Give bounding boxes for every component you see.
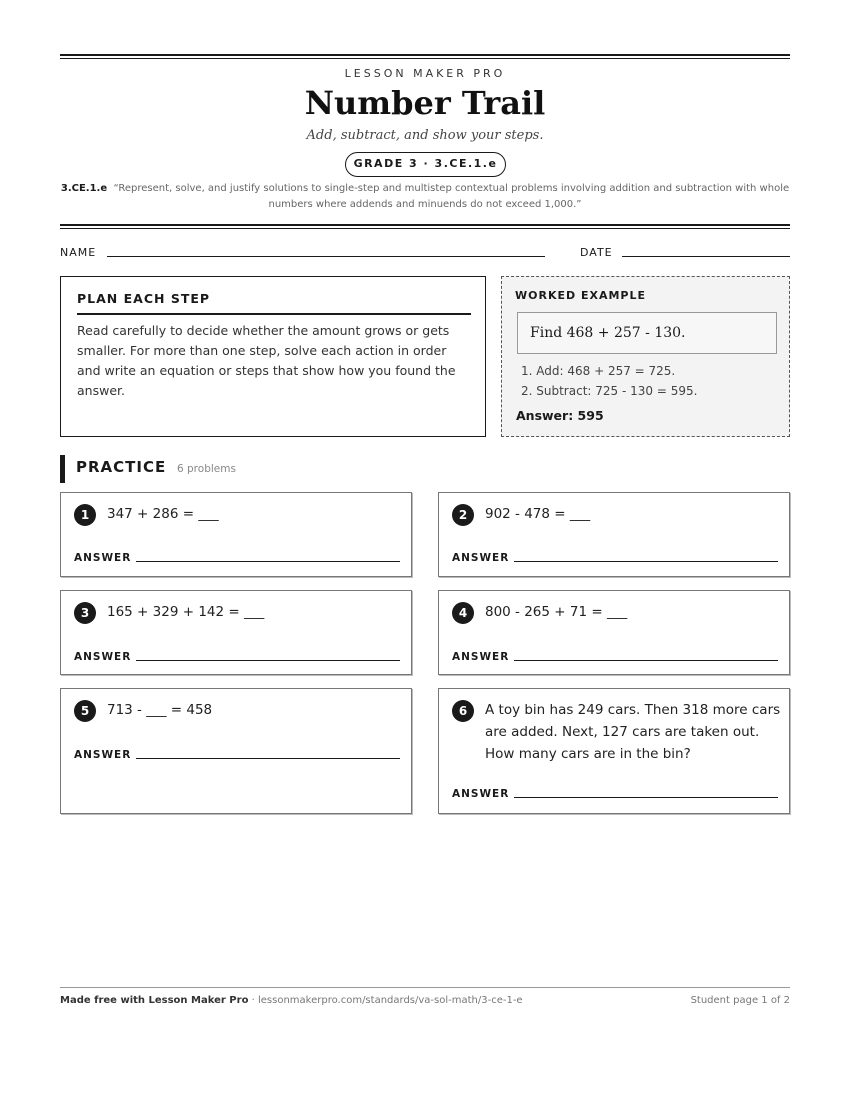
worked-example-box [501,276,790,437]
standard-text-line2: numbers where addends and minuends do not exceed 1,000.” [268,199,582,210]
worksheet-subtitle: Add, subtract, and show your steps. [306,128,544,143]
footer-made-with: Made free with Lesson Maker Pro [60,995,249,1006]
date-line[interactable] [622,256,790,257]
worked-example-step: 1. Add: 468 + 257 = 725. [521,364,676,378]
plan-title: PLAN EACH STEP [77,291,211,306]
answer-label: ANSWER [452,788,510,800]
practice-accent-bar [60,455,65,483]
practice-title: PRACTICE [76,458,167,476]
answer-line[interactable] [514,561,778,562]
name-label: NAME [60,246,97,259]
problem-number-badge: 1 [74,504,96,526]
date-label: DATE [580,246,613,259]
worked-example-title: WORKED EXAMPLE [515,289,646,302]
plan-text: Read carefully to decide whether the amount grows or gets smaller. For more than one step, solve each action in order and write an equation or steps that show how you found the answer. [77,323,456,398]
answer-label: ANSWER [452,552,510,564]
problem-text: A toy bin has 249 cars. Then 318 more cars are added. Next, 127 cars are taken out. How many cars are in the bin? [485,702,781,762]
answer-line[interactable] [136,660,400,661]
worked-example-problem: Find 468 + 257 - 130. [517,312,777,354]
grade-badge: GRADE 3 · 3.CE.1.e [345,152,506,177]
plan-box [60,276,486,437]
problem-number-badge: 3 [74,602,96,624]
standard-text-line1: “Represent, solve, and justify solutions to single-step and multistep contextual problems involving addition and subtraction with whole [113,183,790,194]
header-top-rule [60,54,790,59]
footer-url[interactable]: · lessonmakerpro.com/standards/va-sol-math/3-ce-1-e [248,995,523,1006]
problem-card-1 [60,492,412,577]
problem-text: 165 + 329 + 142 = ___ [107,604,265,620]
standard-description [60,181,790,213]
practice-count: 6 problems [177,463,236,475]
answer-label: ANSWER [74,651,132,663]
worked-example-answer: Answer: 595 [516,408,604,423]
problem-number-badge: 6 [452,700,474,722]
answer-line[interactable] [514,660,778,661]
problem-text: 347 + 286 = ___ [107,506,219,522]
plan-title-rule [77,313,471,315]
name-line[interactable] [107,256,545,257]
problem-number-badge: 2 [452,504,474,526]
standard-code: 3.CE.1.e [60,183,108,194]
worked-example-steps [521,361,697,401]
answer-line[interactable] [136,758,400,759]
problem-card-3 [60,590,412,675]
problem-text: 902 - 478 = ___ [485,506,591,522]
worksheet-title: Number Trail [304,84,546,122]
problem-card-5 [60,688,412,814]
answer-line[interactable] [136,561,400,562]
problem-number-badge: 5 [74,700,96,722]
problem-card-6 [438,688,790,814]
problem-text: 800 - 265 + 71 = ___ [485,604,628,620]
worked-example-step: 2. Subtract: 725 - 130 = 595. [521,384,698,398]
problem-text: 713 - ___ = 458 [107,702,213,718]
problem-card-2 [438,492,790,577]
answer-label: ANSWER [74,552,132,564]
worksheet-page [60,0,790,1100]
answer-label: ANSWER [452,651,510,663]
footer-page-number: Student page 1 of 2 [690,995,790,1006]
answer-label: ANSWER [74,749,132,761]
brand-name: LESSON MAKER PRO [344,67,506,80]
footer-rule [60,987,790,988]
header-bottom-rule [60,224,790,229]
footer-credit [60,995,523,1006]
problem-number-badge: 4 [452,602,474,624]
answer-line[interactable] [514,797,778,798]
problem-card-4 [438,590,790,675]
